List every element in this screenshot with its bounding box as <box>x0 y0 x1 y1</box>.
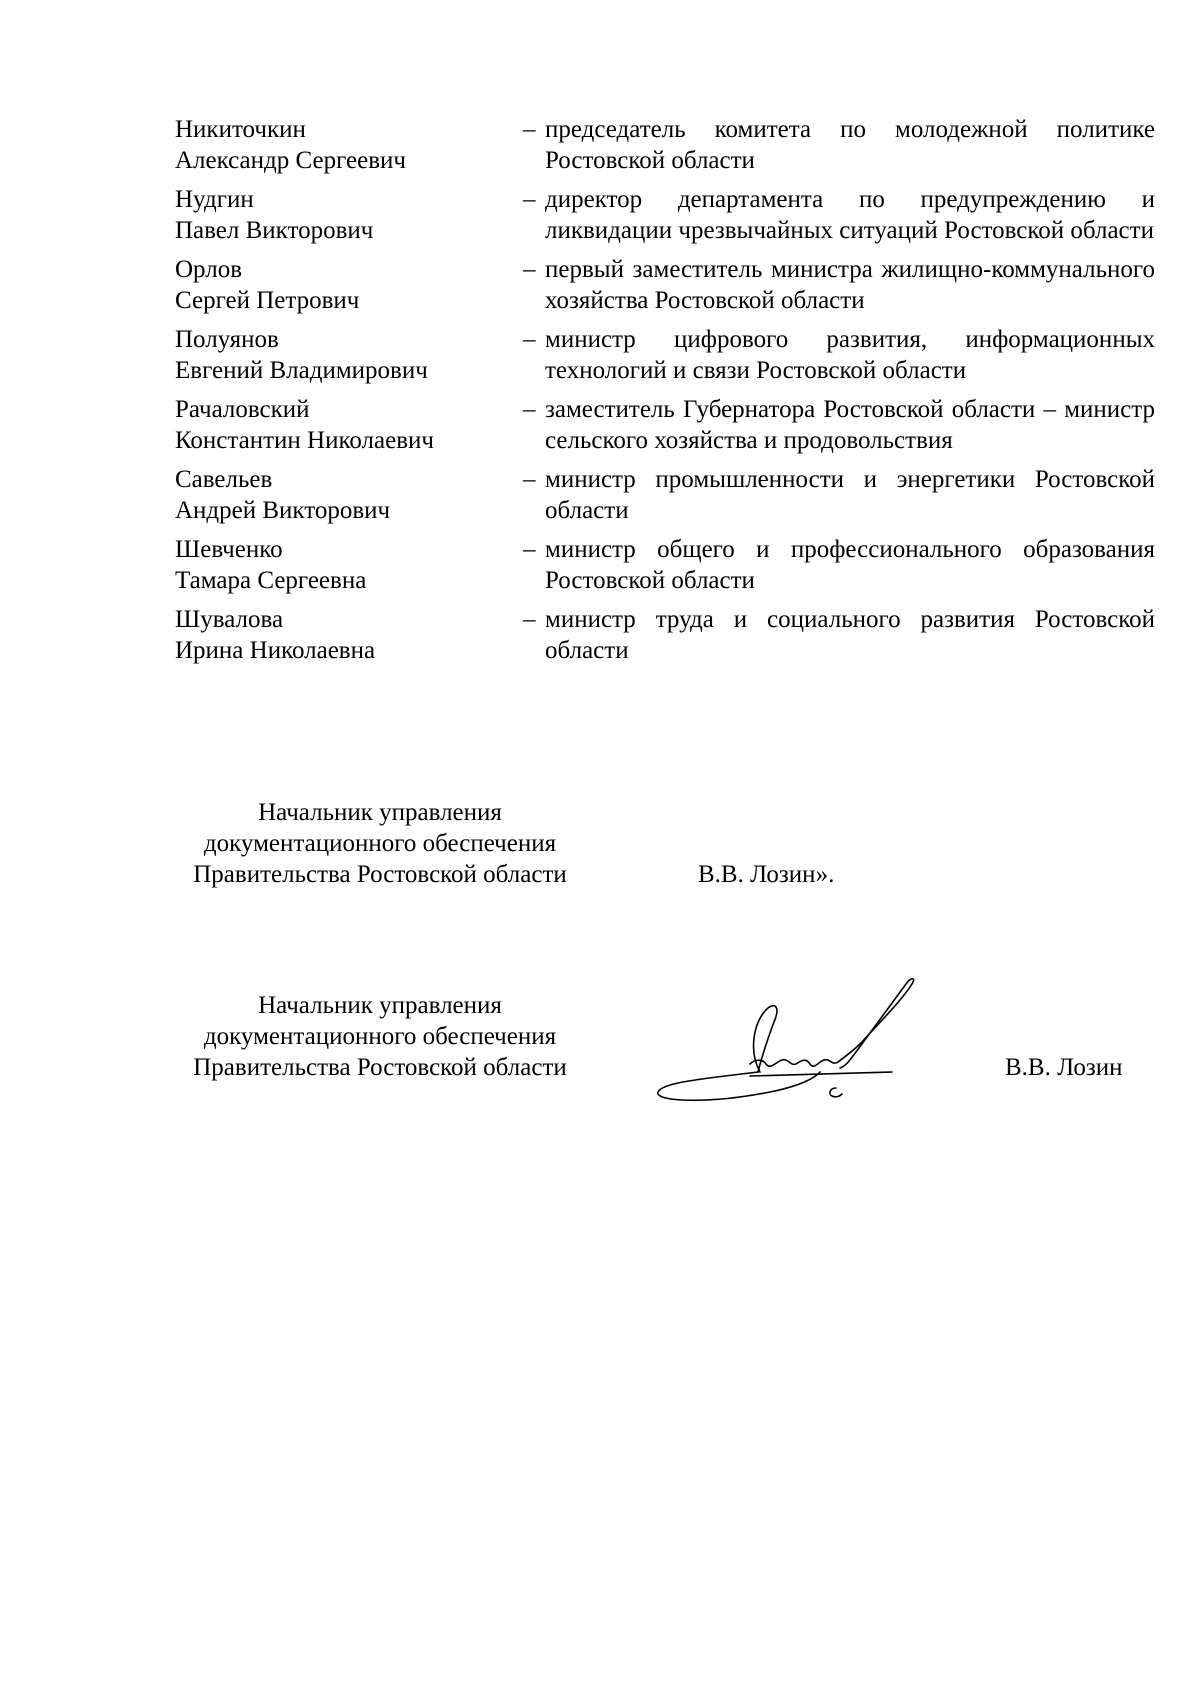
member-role: председатель комитета по молодежной политике Ростовской области <box>545 116 1155 174</box>
member-row <box>175 604 1155 666</box>
member-surname: Шувалова <box>175 606 284 633</box>
member-role: министр труда и социального развития Ростовской области <box>545 606 1155 664</box>
member-row <box>175 534 1155 596</box>
member-surname: Орлов <box>175 256 243 283</box>
signature-title-line-3: Правительства Ростовской области <box>193 861 567 888</box>
member-row <box>175 464 1155 526</box>
signature-title-line-1: Начальник управления <box>258 799 502 826</box>
member-name <box>175 394 523 456</box>
signature-title-line-2: документационного обеспечения <box>203 1023 557 1050</box>
member-row <box>175 254 1155 316</box>
member-surname: Полуянов <box>175 326 279 353</box>
member-role: заместитель Губернатора Ростовской области – министр сельского хозяйства и продовольствия <box>545 396 1155 454</box>
member-given-names: Павел Викторович <box>175 217 374 244</box>
member-surname: Шевченко <box>175 536 283 563</box>
member-dash: – <box>523 606 536 633</box>
member-name <box>175 324 523 386</box>
member-name <box>175 604 523 666</box>
member-given-names: Ирина Николаевна <box>175 637 376 664</box>
member-given-names: Сергей Петрович <box>175 287 360 314</box>
signature-title-line-1: Начальник управления <box>258 992 502 1019</box>
member-dash: – <box>523 116 536 143</box>
signature-title-line-2: документационного обеспечения <box>203 830 557 857</box>
member-name <box>175 114 523 176</box>
member-dash: – <box>523 256 536 283</box>
member-surname: Рачаловский <box>175 396 310 423</box>
member-name <box>175 534 523 596</box>
member-surname: Нудгин <box>175 186 254 213</box>
member-surname: Никиточкин <box>175 116 306 143</box>
member-role: министр промышленности и энергетики Ростовской области <box>545 466 1155 524</box>
member-surname: Савельев <box>175 466 273 493</box>
member-name <box>175 184 523 246</box>
member-row <box>175 184 1155 246</box>
member-role: министр цифрового развития, информационных технологий и связи Ростовской области <box>545 326 1155 384</box>
member-dash: – <box>523 326 536 353</box>
quoted-signatory-name: В.В. Лозин». <box>698 861 835 888</box>
member-role: министр общего и профессионального образования Ростовской области <box>545 536 1155 594</box>
member-given-names: Тамара Сергеевна <box>175 567 367 594</box>
member-dash: – <box>523 466 536 493</box>
member-given-names: Евгений Владимирович <box>175 357 428 384</box>
final-signature-position <box>150 990 610 1083</box>
members-list <box>175 114 1155 674</box>
signature-title-line-3: Правительства Ростовской области <box>193 1054 567 1081</box>
member-row <box>175 114 1155 176</box>
member-given-names: Александр Сергеевич <box>175 147 406 174</box>
member-role: директор департамента по предупреждению и ликвидации чрезвычайных ситуаций Ростовской области <box>545 186 1155 244</box>
member-row <box>175 394 1155 456</box>
member-given-names: Андрей Викторович <box>175 497 391 524</box>
quoted-signature-position <box>150 797 610 890</box>
member-dash: – <box>523 186 536 213</box>
member-row <box>175 324 1155 386</box>
member-dash: – <box>523 396 536 423</box>
member-given-names: Константин Николаевич <box>175 427 434 454</box>
member-name <box>175 254 523 316</box>
final-signatory-name: В.В. Лозин <box>1005 1054 1123 1081</box>
member-dash: – <box>523 536 536 563</box>
handwritten-signature-icon <box>650 960 980 1110</box>
member-name <box>175 464 523 526</box>
member-role: первый заместитель министра жилищно-коммунального хозяйства Ростовской области <box>545 256 1155 314</box>
